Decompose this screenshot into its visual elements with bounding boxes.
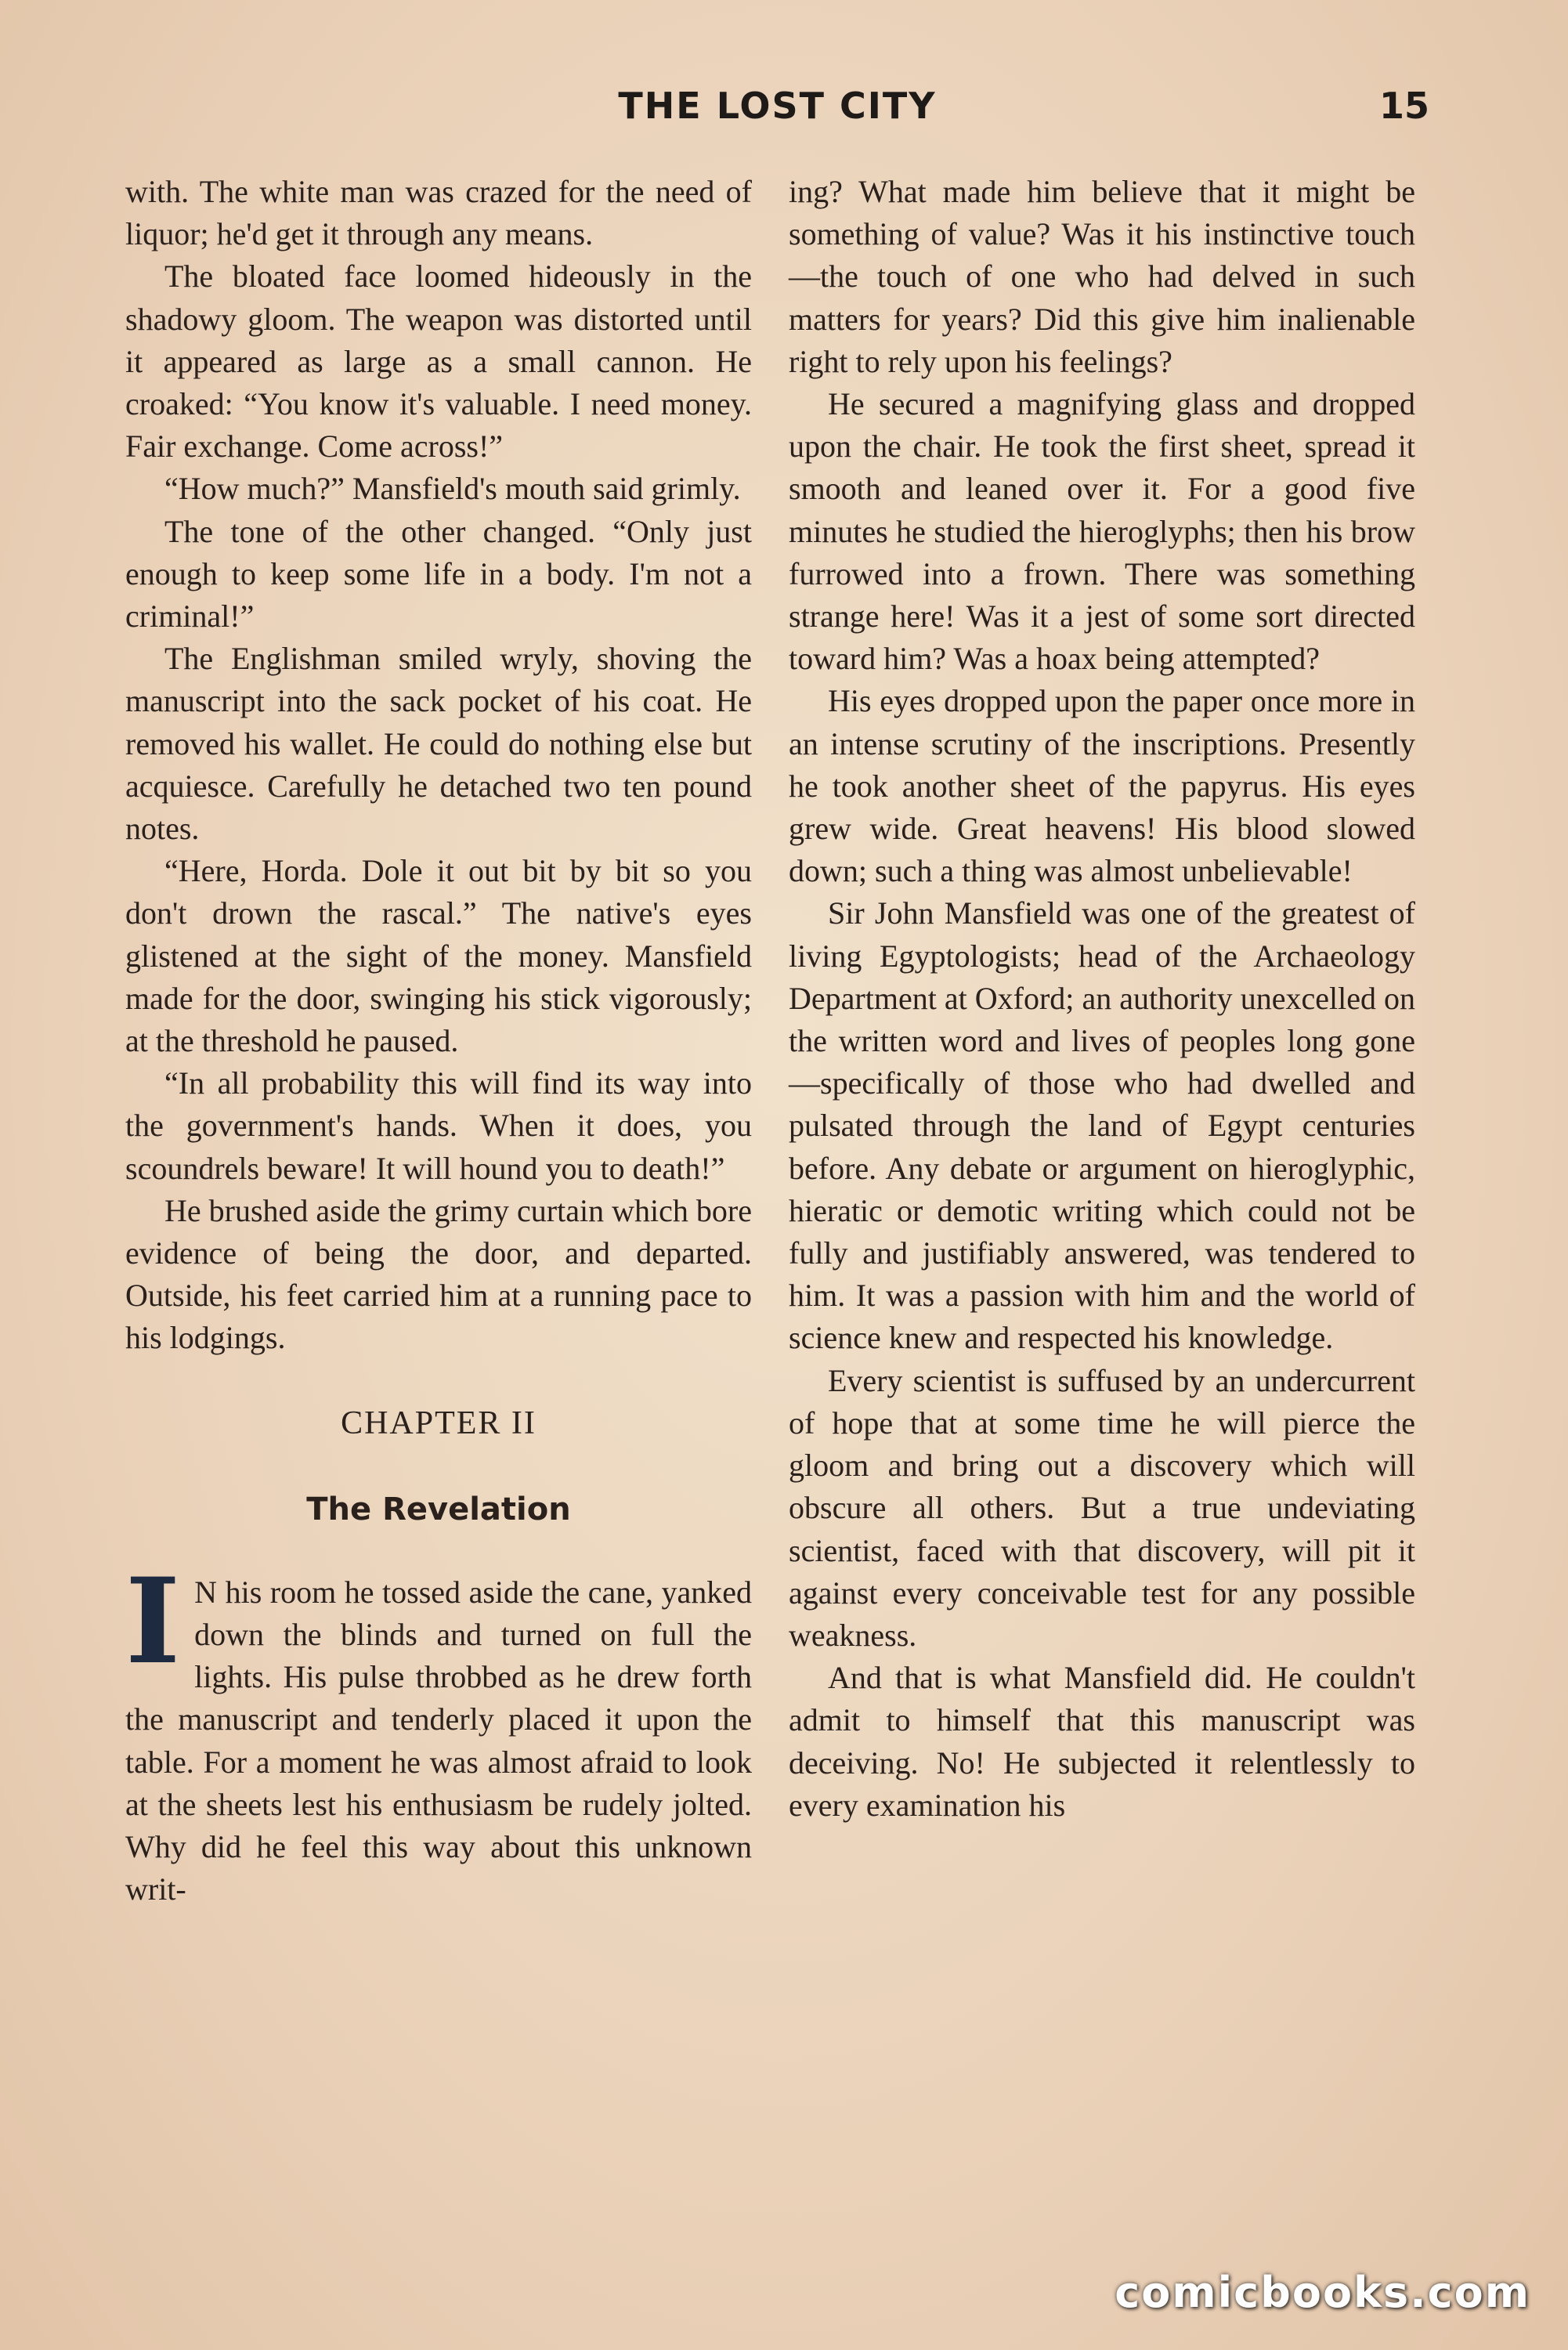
paragraph: The Englishman smiled wryly, shoving the manuscript into the sack pocket of his coat. He removed his wallet. He could do nothing else but acquiesce. Carefully he detached two ten pound notes.	[125, 641, 752, 847]
paragraph: He secured a magnifying glass and dropped upon the chair. He took the first sheet, spread it smooth and leaned over it. For a good five minutes he studied the hieroglyphs; then his brow furrowed into a frown. There was something strange here! Was it a jest of some sort directed toward him? Was a hoax being attempted?	[789, 386, 1415, 677]
paragraph: The tone of the other changed. “Only just enough to keep some life in a body. I'm not a criminal!”	[125, 513, 752, 634]
paragraph: Every scientist is suffused by an undercurrent of hope that at some time he will pierce the gloom and bring out a discovery which will obscure all others. But a true undeviating scientist, faced with that discovery, will pit it against every conceivable test for any possible weakness.	[789, 1362, 1415, 1653]
paragraph: with. The white man was crazed for the need of liquor; he'd get it through any means.	[125, 174, 752, 252]
section-title: The Revelation	[306, 1491, 571, 1528]
paragraph: His eyes dropped upon the paper once more in an intense scrutiny of the inscriptions. Presently he took another sheet of the papyrus. His eyes grew wide. Great heavens! His blood slowed down; such a thing was almost unbelievable!	[789, 683, 1415, 889]
chapter-heading: CHAPTER II	[341, 1405, 537, 1441]
page-number: 15	[1378, 85, 1429, 127]
paragraph: The bloated face loomed hideously in the shadowy gloom. The weapon was distorted until it appeared as large as a small cannon. He croaked: “You know it's valuable. I need money. Fair exchange. Come across!”	[125, 258, 752, 465]
site-watermark: comicbooks.com	[1115, 2268, 1530, 2317]
drop-cap-paragraph-block	[125, 1552, 752, 1911]
page-header	[125, 85, 1429, 139]
running-title: THE LOST CITY	[618, 85, 937, 127]
left-column	[125, 171, 752, 1911]
paragraph: ing? What made him believe that it might be something of value? Was it his instinctive touch—the touch of one who had delved in such matters for years? Did this give him inalienable right to rely upon his feelings?	[789, 174, 1415, 379]
paragraph: Sir John Mansfield was one of the greatest of living Egyptologists; head of the Archaeology Department at Oxford; an authority unexcelled on the written word and lives of peoples long gone—specifically of those who had dwelled and pulsated through the land of Egypt centuries before. Any debate or argument on hieroglyphic, hieratic or demotic writing which could not be fully and justifiably answered, was tendered to him. It was a passion with him and the world of science knew and respected his knowledge.	[789, 895, 1415, 1356]
paragraph: “How much?” Mansfield's mouth said grimly.	[164, 471, 741, 507]
paragraph: And that is what Mansfield did. He couldn't admit to himself that this manuscript was deceiving. No! He subjected it relentlessly to every examination his	[789, 1660, 1415, 1823]
paragraph: He brushed aside the grimy curtain which bore evidence of being the door, and departed. Outside, his feet carried him at a running pace to his lodgings.	[125, 1192, 752, 1356]
drop-cap-paragraph: N his room he tossed aside the cane, yanked down the blinds and turned on full the lights. His pulse throbbed as he drew forth the manuscript and tenderly placed it upon the table. For a moment he was almost afraid to look at the sheets lest his enthusiasm be rudely jolted. Why did he feel this way about this unknown writ-	[125, 1574, 752, 1907]
right-column	[789, 171, 1415, 1827]
drop-cap: I	[125, 1552, 181, 1690]
paragraph: “In all probability this will find its way into the government's hands. When it does, you scoundrels beware! It will hound you to death!”	[125, 1065, 752, 1186]
paragraph: “Here, Horda. Dole it out bit by bit so you don't drown the rascal.” The native's eyes glistened at the sight of the money. Mansfield made for the door, swinging his stick vigorously; at the threshold he paused.	[125, 853, 752, 1059]
